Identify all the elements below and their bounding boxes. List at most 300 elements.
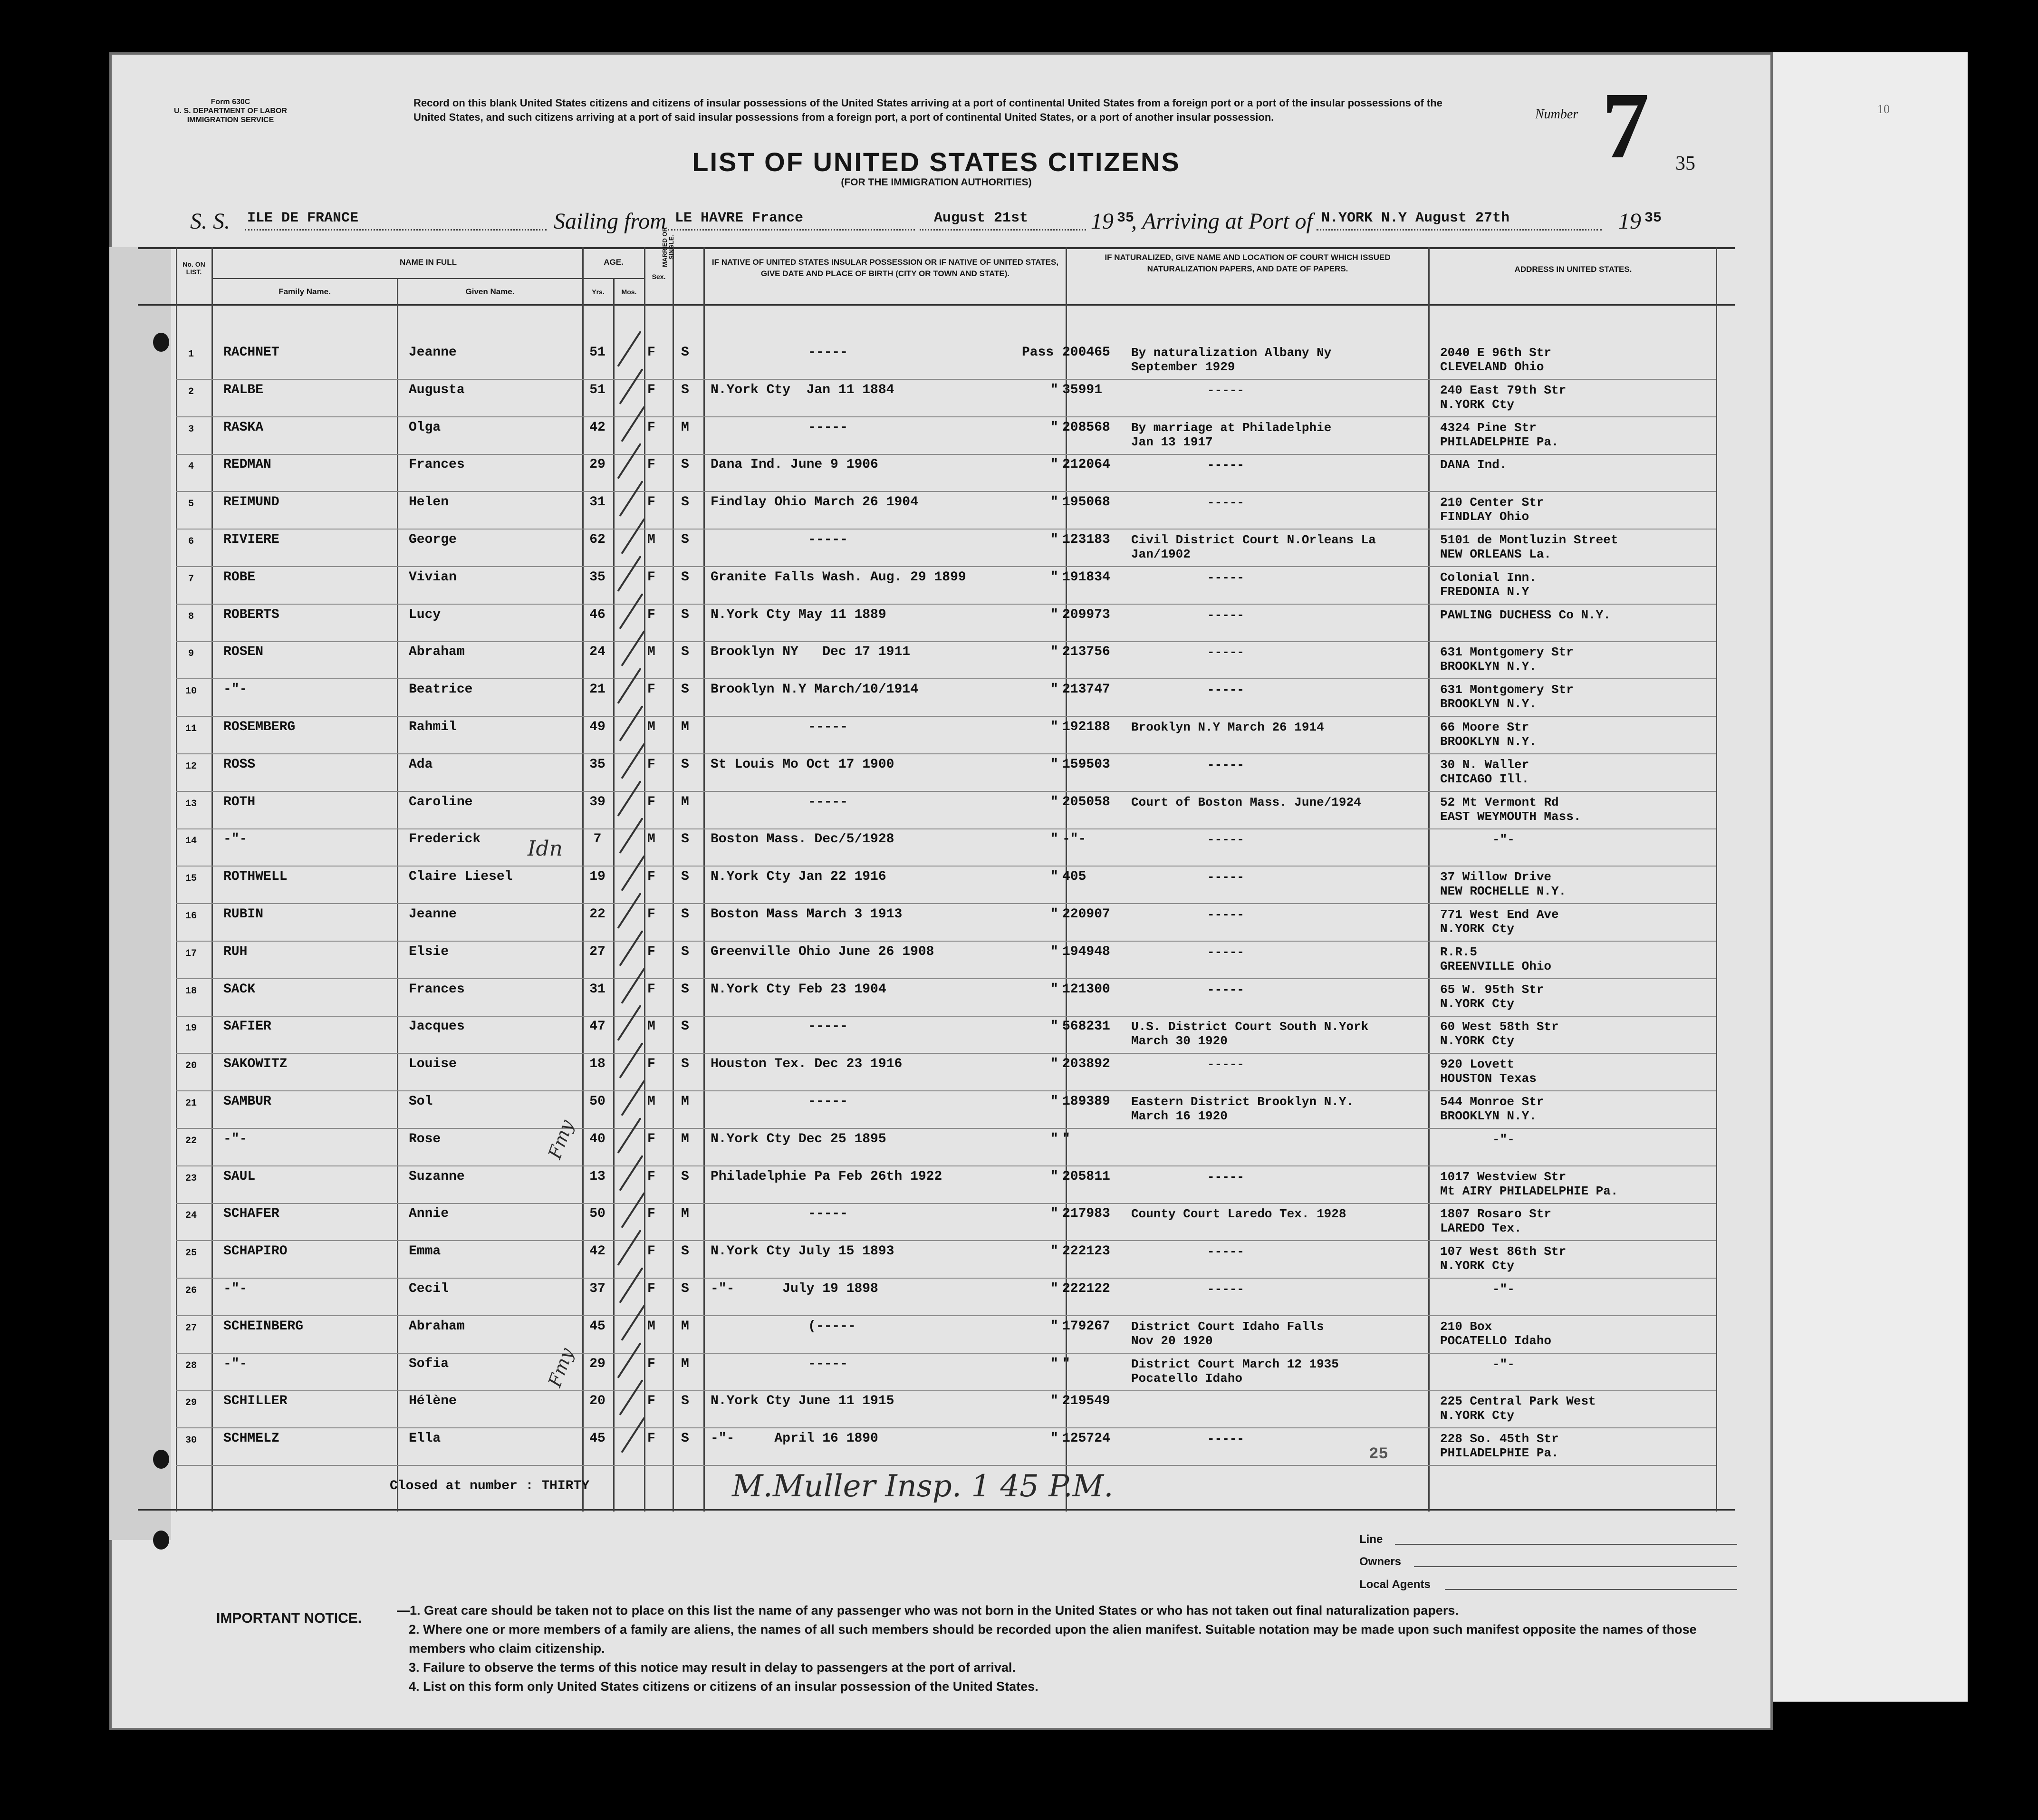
- row-8-given: Lucy: [409, 607, 441, 622]
- row-9-given: Abraham: [409, 645, 465, 660]
- ship-underline: [245, 229, 547, 231]
- row-rule: [176, 1203, 1716, 1204]
- row-3-birth: -----: [808, 420, 848, 435]
- row-2-passno: 35991: [1062, 382, 1103, 397]
- row-2-given: Augusta: [409, 382, 465, 397]
- row-5-passno: 195068: [1062, 495, 1110, 510]
- row-2-nat: -----: [1207, 383, 1245, 397]
- notice-item-4: 4. List on this form only United States citizens or citizens of an insular possession of the United States.: [409, 1679, 1038, 1694]
- handwritten-initials: Fmy: [544, 1117, 577, 1162]
- row-rule: [176, 491, 1716, 492]
- header-married: MARRIED OR SINGLE.: [661, 227, 675, 267]
- row-28-given: Sofia: [409, 1356, 449, 1371]
- row-11-age: 49: [589, 720, 606, 734]
- row-1-ditto: Pass: [1022, 345, 1054, 360]
- row-rule: [176, 716, 1716, 717]
- row-20-addr: 920 Lovett HOUSTON Texas: [1440, 1057, 1537, 1086]
- footer-agents-rule: [1445, 1589, 1737, 1590]
- row-13-family: ROTH: [223, 794, 256, 809]
- row-3-passno: 208568: [1062, 420, 1110, 435]
- row-15-nat: -----: [1207, 870, 1245, 885]
- row-5-age: 31: [589, 495, 606, 510]
- row-rule: [176, 1353, 1716, 1354]
- row-5-no: 5: [188, 499, 194, 510]
- row-22-age: 40: [589, 1131, 606, 1146]
- row-20-ditto: ": [1050, 1057, 1058, 1072]
- row-2-ms: S: [681, 382, 689, 397]
- row-14-passno: -"-: [1062, 832, 1086, 847]
- row-8-age: 46: [589, 607, 606, 622]
- sail-year: 35: [1117, 210, 1134, 226]
- row-5-ditto: ": [1050, 495, 1058, 510]
- row-22-ms: M: [681, 1131, 689, 1146]
- stamp-number: 25: [1369, 1445, 1388, 1464]
- row-12-sex: F: [647, 757, 655, 772]
- row-24-nat: County Court Laredo Tex. 1928: [1131, 1207, 1346, 1222]
- row-10-ms: S: [681, 682, 689, 697]
- row-19-age: 47: [589, 1019, 606, 1034]
- row-20-given: Louise: [409, 1057, 457, 1072]
- header-age: AGE.: [604, 258, 624, 267]
- form-number: Form 630C: [211, 98, 250, 106]
- row-30-passno: 125724: [1062, 1431, 1110, 1446]
- row-12-age: 35: [589, 757, 606, 772]
- row-28-age: 29: [589, 1356, 606, 1371]
- row-25-given: Emma: [409, 1244, 441, 1259]
- row-4-given: Frances: [409, 457, 465, 472]
- row-12-nat: -----: [1207, 757, 1245, 772]
- row-17-birth: Greenville Ohio June 26 1908: [711, 944, 934, 959]
- table-top-rule: [138, 247, 1735, 249]
- row-28-passno: ": [1062, 1356, 1070, 1371]
- row-25-family: SCHAPIRO: [223, 1244, 288, 1259]
- row-8-ms: S: [681, 607, 689, 622]
- row-4-birth: Dana Ind. June 9 1906: [711, 457, 878, 472]
- col-rule: [613, 278, 615, 1512]
- row-26-sex: F: [647, 1281, 655, 1296]
- row-25-passno: 222123: [1062, 1244, 1110, 1259]
- row-28-family: -"-: [223, 1356, 248, 1371]
- row-29-no: 29: [185, 1397, 197, 1409]
- row-3-ms: M: [681, 420, 689, 435]
- col-rule: [644, 247, 645, 1512]
- row-24-birth: -----: [808, 1206, 848, 1222]
- row-7-ditto: ": [1050, 569, 1058, 585]
- row-rule: [176, 1090, 1716, 1091]
- row-1-nat: By naturalization Albany Ny September 1929: [1131, 346, 1332, 374]
- row-1-ms: S: [681, 345, 689, 360]
- row-9-family: ROSEN: [223, 645, 264, 660]
- row-6-given: George: [409, 532, 457, 547]
- row-11-no: 11: [185, 723, 197, 734]
- row-1-addr: 2040 E 96th Str CLEVELAND Ohio: [1440, 346, 1552, 374]
- row-29-passno: 219549: [1062, 1394, 1110, 1409]
- row-29-ms: S: [681, 1394, 689, 1409]
- row-25-age: 42: [589, 1244, 606, 1259]
- row-26-given: Cecil: [409, 1281, 449, 1296]
- row-3-sex: F: [647, 420, 655, 435]
- row-24-ms: M: [681, 1206, 689, 1222]
- row-rule: [176, 1240, 1716, 1241]
- row-4-age: 29: [589, 457, 606, 472]
- row-18-no: 18: [185, 985, 197, 997]
- row-1-age: 51: [589, 345, 606, 360]
- row-23-addr: 1017 Westview Str Mt AIRY PHILADELPHIE Pa.: [1440, 1169, 1618, 1198]
- row-10-sex: F: [647, 682, 655, 697]
- row-6-birth: -----: [808, 532, 848, 547]
- row-9-birth: Brooklyn NY Dec 17 1911: [711, 645, 911, 660]
- header-mos: Mos.: [621, 288, 637, 296]
- header-sex: Sex.: [652, 273, 666, 280]
- row-9-nat: -----: [1207, 645, 1245, 660]
- row-20-family: SAKOWITZ: [223, 1057, 288, 1072]
- row-26-ditto: ": [1050, 1281, 1058, 1296]
- row-rule: [176, 1427, 1716, 1428]
- row-7-ms: S: [681, 569, 689, 585]
- row-12-no: 12: [185, 761, 197, 772]
- row-2-age: 51: [589, 382, 606, 397]
- row-17-family: RUH: [223, 944, 248, 959]
- row-26-nat: -----: [1207, 1282, 1245, 1296]
- row-1-sex: F: [647, 345, 655, 360]
- sail-year-prefix: 19: [1091, 209, 1114, 234]
- right-margin-strip: [1773, 52, 1968, 1702]
- row-rule: [176, 791, 1716, 792]
- row-12-birth: St Louis Mo Oct 17 1900: [711, 757, 894, 772]
- row-13-nat: Court of Boston Mass. June/1924: [1131, 795, 1361, 809]
- row-9-addr: 631 Montgomery Str BROOKLYN N.Y.: [1440, 645, 1574, 674]
- row-5-family: REIMUND: [223, 495, 279, 510]
- row-3-age: 42: [589, 420, 606, 435]
- row-7-sex: F: [647, 569, 655, 585]
- row-13-ms: M: [681, 794, 689, 809]
- row-12-ms: S: [681, 757, 689, 772]
- row-1-no: 1: [188, 349, 194, 360]
- row-3-given: Olga: [409, 420, 441, 435]
- row-15-ditto: ": [1050, 869, 1058, 885]
- row-rule: [176, 416, 1716, 417]
- row-24-passno: 217983: [1062, 1206, 1110, 1222]
- row-19-ditto: ": [1050, 1019, 1058, 1034]
- row-11-birth: -----: [808, 720, 848, 734]
- row-19-birth: -----: [808, 1019, 848, 1034]
- footer-agents-label: Local Agents: [1359, 1578, 1431, 1591]
- row-26-passno: 222122: [1062, 1281, 1110, 1296]
- row-18-family: SACK: [223, 982, 256, 997]
- row-23-ms: S: [681, 1169, 689, 1184]
- row-26-age: 37: [589, 1281, 606, 1296]
- row-27-nat: District Court Idaho Falls Nov 20 1920: [1131, 1319, 1324, 1348]
- row-29-sex: F: [647, 1394, 655, 1409]
- footer-owners-label: Owners: [1359, 1555, 1402, 1568]
- row-30-birth: -"- April 16 1890: [711, 1431, 878, 1446]
- row-19-passno: 568231: [1062, 1019, 1110, 1034]
- row-16-passno: 220907: [1062, 907, 1110, 922]
- notice-item-3: 3. Failure to observe the terms of this notice may result in delay to passengers at the port of arrival.: [409, 1660, 1016, 1675]
- row-14-sex: M: [647, 832, 655, 847]
- row-8-birth: N.York Cty May 11 1889: [711, 607, 886, 622]
- row-24-age: 50: [589, 1206, 606, 1222]
- row-19-addr: 60 West 58th Str N.YORK Cty: [1440, 1020, 1559, 1049]
- row-27-addr: 210 Box POCATELLO Idaho: [1440, 1319, 1552, 1348]
- row-4-no: 4: [188, 461, 194, 472]
- col-rule: [673, 247, 674, 1512]
- row-12-passno: 159503: [1062, 757, 1110, 772]
- row-28-addr: -"-: [1492, 1357, 1515, 1371]
- row-10-birth: Brooklyn N.Y March/10/1914: [711, 682, 918, 697]
- row-rule: [176, 641, 1716, 642]
- row-23-given: Suzanne: [409, 1169, 465, 1184]
- row-25-no: 25: [185, 1248, 197, 1259]
- row-10-family: -"-: [223, 682, 248, 697]
- footer-owners-rule: [1414, 1566, 1737, 1567]
- row-22-family: -"-: [223, 1131, 248, 1146]
- row-1-given: Jeanne: [409, 345, 457, 360]
- row-rule: [176, 978, 1716, 979]
- row-30-no: 30: [185, 1435, 197, 1446]
- row-3-family: RASKA: [223, 420, 264, 435]
- row-rule: [176, 866, 1716, 867]
- row-2-birth: N.York Cty Jan 11 1884: [711, 382, 894, 397]
- list-number: 7: [1602, 73, 1649, 178]
- row-6-family: RIVIERE: [223, 532, 279, 547]
- row-16-no: 16: [185, 911, 197, 922]
- row-25-birth: N.York Cty July 15 1893: [711, 1244, 894, 1259]
- row-4-passno: 212064: [1062, 457, 1110, 472]
- row-7-given: Vivian: [409, 569, 457, 585]
- row-rule: [176, 454, 1716, 455]
- row-7-family: ROBE: [223, 569, 256, 585]
- row-27-birth: (-----: [808, 1319, 856, 1334]
- row-17-no: 17: [185, 948, 197, 959]
- row-17-sex: F: [647, 944, 655, 959]
- row-9-passno: 213756: [1062, 645, 1110, 660]
- header-birth: IF NATIVE OF UNITED STATES INSULAR POSSESSION OR IF NATIVE OF UNITED STATES, GIVE DATE AND PLACE OF BIRTH (CITY OR TOWN AND STATE).: [711, 258, 1059, 278]
- row-21-birth: -----: [808, 1094, 848, 1109]
- department-name: U. S. DEPARTMENT OF LABOR: [174, 107, 287, 115]
- row-rule: [176, 828, 1716, 829]
- row-2-sex: F: [647, 382, 655, 397]
- row-22-birth: N.York Cty Dec 25 1895: [711, 1131, 886, 1146]
- row-15-age: 19: [589, 869, 606, 885]
- form-preamble: Record on this blank United States citizens and citizens of insular possessions of the United States arriving at a port of continental United States from a foreign port or a port of the insular possessions of the United States, and such citizens arriving at a port of said insular possessions from a foreign port, a port of continental United States, or a port of another insular possession.: [413, 97, 1442, 123]
- footer-line-rule: [1395, 1544, 1737, 1545]
- row-11-given: Rahmil: [409, 720, 457, 734]
- row-1-birth: -----: [808, 345, 848, 360]
- header-name: NAME IN FULL: [400, 258, 457, 267]
- row-20-ms: S: [681, 1057, 689, 1072]
- row-29-ditto: ": [1050, 1394, 1058, 1409]
- row-13-birth: -----: [808, 794, 848, 809]
- row-19-sex: M: [647, 1019, 655, 1034]
- row-25-ms: S: [681, 1244, 689, 1259]
- row-30-sex: F: [647, 1431, 655, 1446]
- page-number: 35: [1675, 153, 1695, 174]
- subheader-rule: [211, 278, 644, 279]
- row-8-sex: F: [647, 607, 655, 622]
- handwritten-initials: Idn: [528, 837, 563, 861]
- header-yrs: Yrs.: [592, 288, 605, 296]
- row-2-addr: 240 East 79th Str N.YORK Cty: [1440, 383, 1567, 412]
- row-rule: [176, 1016, 1716, 1017]
- row-5-ms: S: [681, 495, 689, 510]
- row-16-family: RUBIN: [223, 907, 264, 922]
- row-10-nat: -----: [1207, 683, 1245, 697]
- row-5-nat: -----: [1207, 495, 1245, 510]
- row-25-nat: -----: [1207, 1244, 1245, 1259]
- row-rule: [176, 529, 1716, 530]
- row-11-family: ROSEMBERG: [223, 720, 296, 734]
- row-15-passno: 405: [1062, 869, 1086, 885]
- row-22-given: Rose: [409, 1131, 441, 1146]
- row-16-ms: S: [681, 907, 689, 922]
- col-rule: [211, 247, 213, 1512]
- row-11-ms: M: [681, 720, 689, 734]
- number-label: Number: [1535, 107, 1578, 122]
- row-30-ms: S: [681, 1431, 689, 1446]
- sailing-date: August 21st: [934, 210, 1029, 226]
- notice-item-2: 2. Where one or more members of a family are aliens, the names of all such members should be recorded upon the alien manifest. Suitable notation may be made upon such manifest opposite the names of those members who claim citizenship.: [409, 1622, 1697, 1656]
- row-5-addr: 210 Center Str FINDLAY Ohio: [1440, 495, 1544, 524]
- row-2-ditto: ": [1050, 382, 1058, 397]
- row-13-given: Caroline: [409, 794, 473, 809]
- row-6-addr: 5101 de Montluzin Street NEW ORLEANS La.: [1440, 533, 1618, 561]
- binding-rail: [109, 247, 171, 1540]
- row-3-nat: By marriage at Philadelphie Jan 13 1917: [1131, 420, 1332, 449]
- row-30-addr: 228 So. 45th Str PHILADELPHIE Pa.: [1440, 1432, 1559, 1461]
- row-10-given: Beatrice: [409, 682, 473, 697]
- col-rule: [397, 278, 398, 1512]
- row-4-addr: DANA Ind.: [1440, 458, 1507, 472]
- row-18-age: 31: [589, 982, 606, 997]
- row-27-family: SCHEINBERG: [223, 1319, 304, 1334]
- row-rule: [176, 1465, 1716, 1466]
- service-name: IMMIGRATION SERVICE: [187, 116, 274, 124]
- row-12-given: Ada: [409, 757, 433, 772]
- row-7-nat: -----: [1207, 570, 1245, 585]
- col-rule: [1716, 247, 1717, 1512]
- row-10-addr: 631 Montgomery Str BROOKLYN N.Y.: [1440, 683, 1574, 712]
- row-28-birth: -----: [808, 1356, 848, 1371]
- row-20-no: 20: [185, 1060, 197, 1072]
- row-17-addr: R.R.5 GREENVILLE Ohio: [1440, 944, 1552, 973]
- row-14-given: Frederick: [409, 832, 481, 847]
- row-23-no: 23: [185, 1173, 197, 1184]
- row-29-age: 20: [589, 1394, 606, 1409]
- row-16-ditto: ": [1050, 907, 1058, 922]
- row-16-age: 22: [589, 907, 606, 922]
- handwritten-initials: Fmy: [544, 1345, 577, 1390]
- row-8-no: 8: [188, 611, 194, 622]
- footer-line-label: Line: [1359, 1533, 1383, 1546]
- form-identifier: [119, 97, 342, 125]
- row-8-addr: PAWLING DUCHESS Co N.Y.: [1440, 607, 1611, 622]
- row-12-family: ROSS: [223, 757, 256, 772]
- row-21-ditto: ": [1050, 1094, 1058, 1109]
- row-rule: [176, 1128, 1716, 1129]
- row-21-addr: 544 Monroe Str BROOKLYN N.Y.: [1440, 1095, 1544, 1123]
- row-25-sex: F: [647, 1244, 655, 1259]
- row-18-given: Frances: [409, 982, 465, 997]
- row-12-ditto: ": [1050, 757, 1058, 772]
- row-9-sex: M: [647, 645, 655, 660]
- row-15-ms: S: [681, 869, 689, 885]
- row-29-family: SCHILLER: [223, 1394, 288, 1409]
- row-10-no: 10: [185, 686, 197, 697]
- row-23-ditto: ": [1050, 1169, 1058, 1184]
- row-20-age: 18: [589, 1057, 606, 1072]
- row-10-age: 21: [589, 682, 606, 697]
- row-28-no: 28: [185, 1360, 197, 1371]
- row-22-addr: -"-: [1492, 1132, 1515, 1146]
- row-17-age: 27: [589, 944, 606, 959]
- inspector-signature: M.Muller Insp. 1 45 P.M.: [732, 1469, 1114, 1504]
- row-23-passno: 205811: [1062, 1169, 1110, 1184]
- date-underline: [920, 229, 1086, 231]
- row-30-age: 45: [589, 1431, 606, 1446]
- row-13-ditto: ": [1050, 794, 1058, 809]
- row-20-nat: -----: [1207, 1057, 1245, 1072]
- row-30-ditto: ": [1050, 1431, 1058, 1446]
- row-16-sex: F: [647, 907, 655, 922]
- departure-port: LE HAVRE France: [675, 210, 804, 226]
- row-2-no: 2: [188, 386, 194, 397]
- row-25-addr: 107 West 86th Str N.YORK Cty: [1440, 1244, 1567, 1273]
- row-29-birth: N.York Cty June 11 1915: [711, 1394, 894, 1409]
- row-14-no: 14: [185, 836, 197, 847]
- ss-label: S. S.: [190, 209, 230, 234]
- row-14-ditto: ": [1050, 832, 1058, 847]
- row-27-sex: M: [647, 1319, 655, 1334]
- row-18-ditto: ": [1050, 982, 1058, 997]
- header-given: Given Name.: [465, 287, 515, 296]
- row-5-sex: F: [647, 495, 655, 510]
- row-10-passno: 213747: [1062, 682, 1110, 697]
- header-no: No. ON LIST.: [183, 260, 205, 276]
- row-20-sex: F: [647, 1057, 655, 1072]
- row-6-ms: S: [681, 532, 689, 547]
- col-rule: [703, 247, 705, 1512]
- row-14-nat: -----: [1207, 832, 1245, 847]
- row-21-no: 21: [185, 1098, 197, 1109]
- row-27-ditto: ": [1050, 1319, 1058, 1334]
- row-6-sex: M: [647, 532, 655, 547]
- notice-label: IMPORTANT NOTICE.: [216, 1610, 362, 1626]
- arriving-label: , Arriving at Port of: [1131, 209, 1313, 234]
- row-4-nat: -----: [1207, 458, 1245, 472]
- row-30-family: SCHMELZ: [223, 1431, 279, 1446]
- row-rule: [176, 1315, 1716, 1316]
- row-7-age: 35: [589, 569, 606, 585]
- row-21-passno: 189389: [1062, 1094, 1110, 1109]
- row-1-family: RACHNET: [223, 345, 279, 360]
- row-18-birth: N.York Cty Feb 23 1904: [711, 982, 886, 997]
- row-3-ditto: ": [1050, 420, 1058, 435]
- page-title: LIST OF UNITED STATES CITIZENS: [692, 147, 1181, 177]
- row-26-ms: S: [681, 1281, 689, 1296]
- row-14-addr: -"-: [1492, 832, 1515, 847]
- col-rule: [1428, 247, 1430, 1512]
- row-19-nat: U.S. District Court South N.York March 30 1920: [1131, 1020, 1369, 1049]
- row-11-sex: M: [647, 720, 655, 734]
- row-7-no: 7: [188, 573, 194, 585]
- row-5-given: Helen: [409, 495, 449, 510]
- row-8-ditto: ": [1050, 607, 1058, 622]
- row-4-sex: F: [647, 457, 655, 472]
- row-16-addr: 771 West End Ave N.YORK Cty: [1440, 907, 1559, 936]
- row-9-ms: S: [681, 645, 689, 660]
- row-13-addr: 52 Mt Vermont Rd EAST WEYMOUTH Mass.: [1440, 795, 1581, 824]
